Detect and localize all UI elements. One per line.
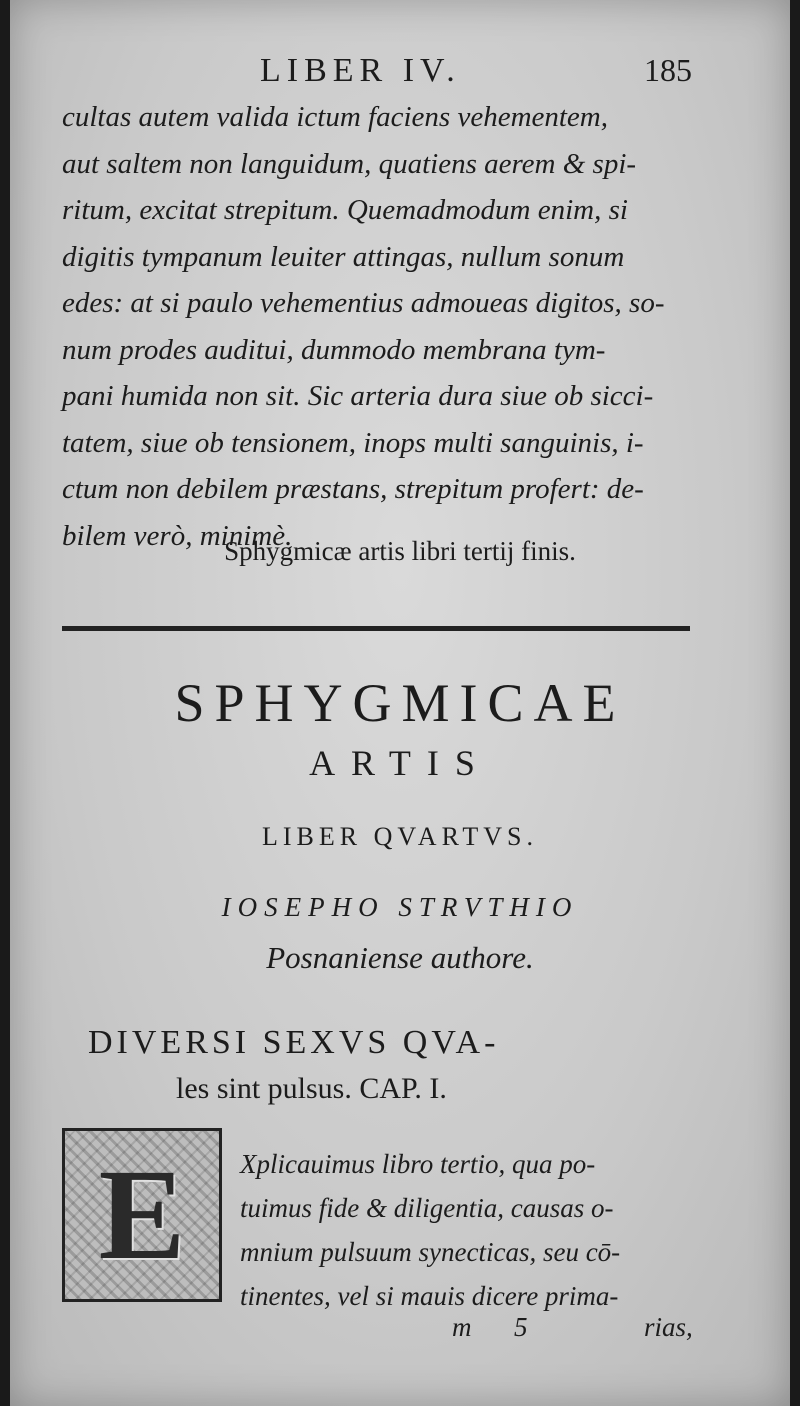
chapter-paragraph [240, 1142, 710, 1318]
text-line: ctum non debilem præstans, strepitum profert: de- [62, 473, 644, 505]
text-line: digitis tympanum leuiter attingas, nullum sonum [62, 240, 625, 273]
book-number: LIBER QVARTVS. [262, 822, 538, 851]
book-page [10, 0, 790, 1406]
catchword: rias, [644, 1312, 693, 1342]
section-divider [62, 626, 690, 631]
text-line: edes: at si paulo vehementius admoueas digitos, so- [62, 287, 665, 319]
chapter-heading-continued: les sint pulsus. CAP. I. [176, 1072, 447, 1105]
text-line: tuimus fide & diligentia, causas o- [240, 1193, 614, 1223]
book-subtitle: ARTIS [309, 743, 491, 783]
running-title: LIBER IV. [260, 52, 461, 89]
text-line: ritum, excitat strepitum. Quemadmodum enim, si [62, 194, 628, 226]
book-title: SPHYGMICAE [174, 673, 626, 733]
initial-letter: E [98, 1143, 186, 1287]
signature-number: 5 [514, 1312, 528, 1342]
signature-mark: m [452, 1312, 472, 1342]
text-line: Xplicauimus libro tertio, qua po- [240, 1149, 596, 1179]
text-line: tatem, siue ob tensionem, inops multi sanguinis, i- [62, 426, 644, 459]
body-text [62, 94, 702, 559]
page-number: 185 [644, 52, 692, 88]
chapter-heading: DIVERSI SEXVS QVA- [88, 1024, 500, 1061]
text-line: bilem verò, minimè. [62, 519, 293, 552]
text-line: pani humida non sit. Sic arteria dura siue ob sicci- [62, 380, 654, 412]
author-origin: Posnaniense authore. [266, 940, 534, 975]
text-line: mnium pulsuum synecticas, seu cō- [240, 1237, 621, 1267]
author-name: IOSEPHO STRVTHIO [221, 892, 579, 922]
book-end-note: Sphygmicæ artis libri tertij finis. [224, 536, 576, 566]
text-line: num prodes auditui, dummodo membrana tym- [62, 333, 606, 366]
text-line: cultas autem valida ictum faciens vehementem, [62, 101, 609, 133]
text-line: aut saltem non languidum, quatiens aerem & spi- [62, 147, 637, 180]
ornamental-initial [62, 1128, 222, 1302]
text-line: tinentes, vel si mauis dicere prima- [240, 1281, 619, 1311]
